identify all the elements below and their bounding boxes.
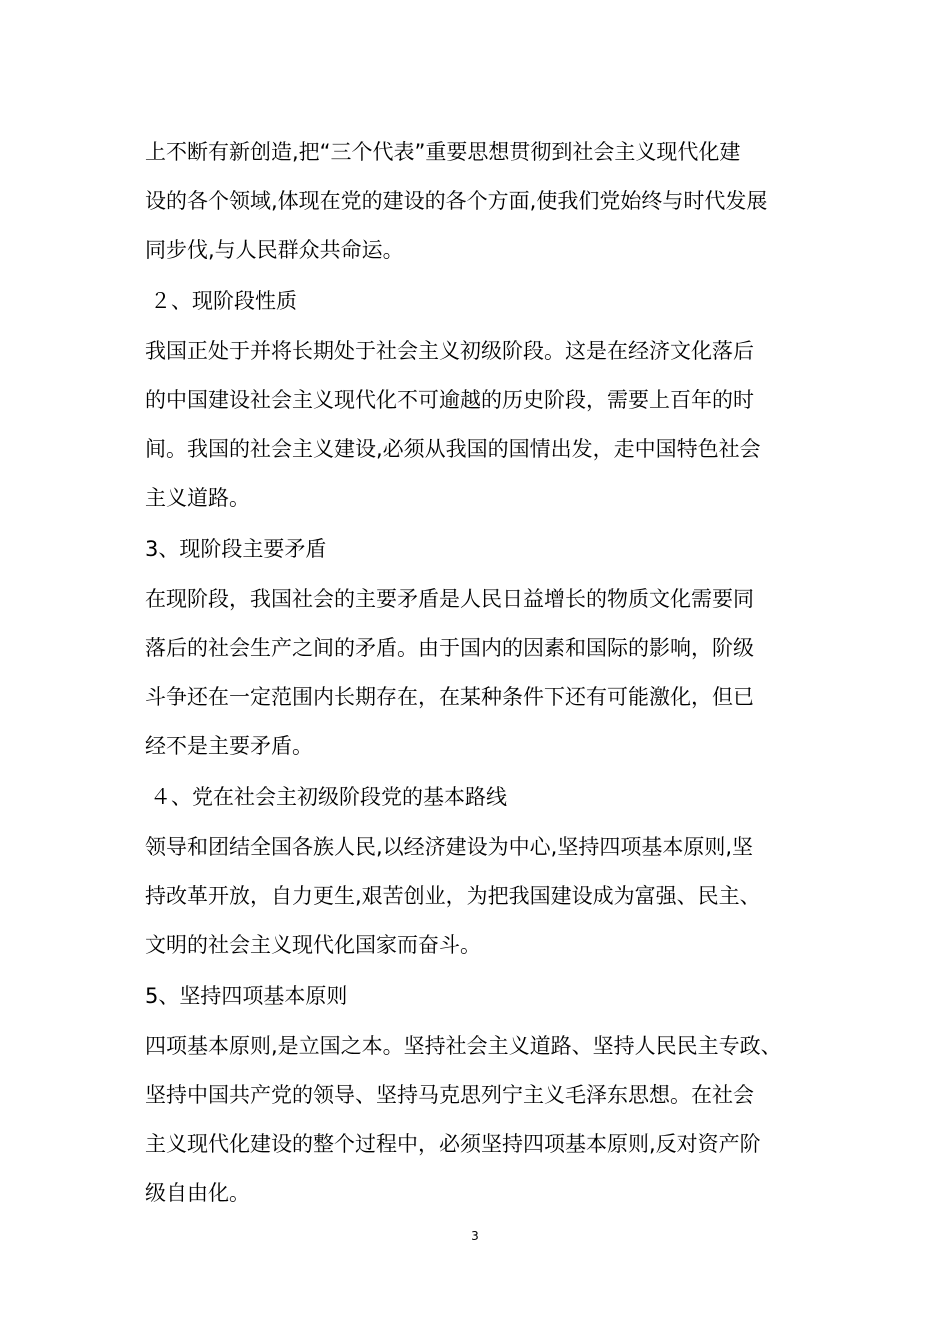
section-heading-3: 3、现阶段主要矛盾	[145, 537, 327, 561]
section-heading-4: ４、党在社会主初级阶段党的基本路线	[150, 785, 507, 809]
body-text-line: 四项基本原则,是立国之本。坚持社会主义道路、坚持人民民主专政、	[145, 1034, 782, 1058]
section-heading-2: ２、现阶段性质	[150, 289, 297, 313]
body-text-line: 我国正处于并将长期处于社会主义初级阶段。这是在经济文化落后	[145, 339, 754, 363]
body-text-line: 上不断有新创造,把“三个代表”重要思想贯彻到社会主义现代化建	[145, 140, 741, 164]
body-text-line: 主义现代化建设的整个过程中，必须坚持四项基本原则,反对资产阶	[145, 1132, 761, 1156]
body-text-line: 级自由化。	[145, 1181, 250, 1205]
body-text-line: 坚持中国共产党的领导、坚持马克思列宁主义毛泽东思想。在社会	[145, 1083, 754, 1107]
body-text-line: 在现阶段，我国社会的主要矛盾是人民日益增长的物质文化需要同	[145, 587, 754, 611]
section-heading-5: 5、坚持四项基本原则	[145, 984, 348, 1008]
body-text-line: 主义道路。	[145, 486, 250, 510]
body-text-line: 领导和团结全国各族人民,以经济建设为中心,坚持四项基本原则,坚	[145, 835, 754, 859]
page-number: 3	[471, 1229, 479, 1243]
body-text-line: 的中国建设社会主义现代化不可逾越的历史阶段，需要上百年的时	[145, 388, 754, 412]
body-text-line: 同步伐,与人民群众共命运。	[145, 238, 404, 262]
body-text-line: 设的各个领域,体现在党的建设的各个方面,使我们党始终与时代发展	[145, 189, 768, 213]
body-text-line: 持改革开放，自力更生,艰苦创业，为把我国建设成为富强、民主、	[145, 884, 761, 908]
body-text-line: 斗争还在一定范围内长期存在，在某种条件下还有可能激化，但已	[145, 685, 754, 709]
body-text-line: 文明的社会主义现代化国家而奋斗。	[145, 933, 481, 957]
body-text-line: 间。我国的社会主义建设,必须从我国的国情出发，走中国特色社会	[145, 437, 761, 461]
body-text-line: 落后的社会生产之间的矛盾。由于国内的因素和国际的影响，阶级	[145, 636, 754, 660]
body-text-line: 经不是主要矛盾。	[145, 734, 313, 758]
